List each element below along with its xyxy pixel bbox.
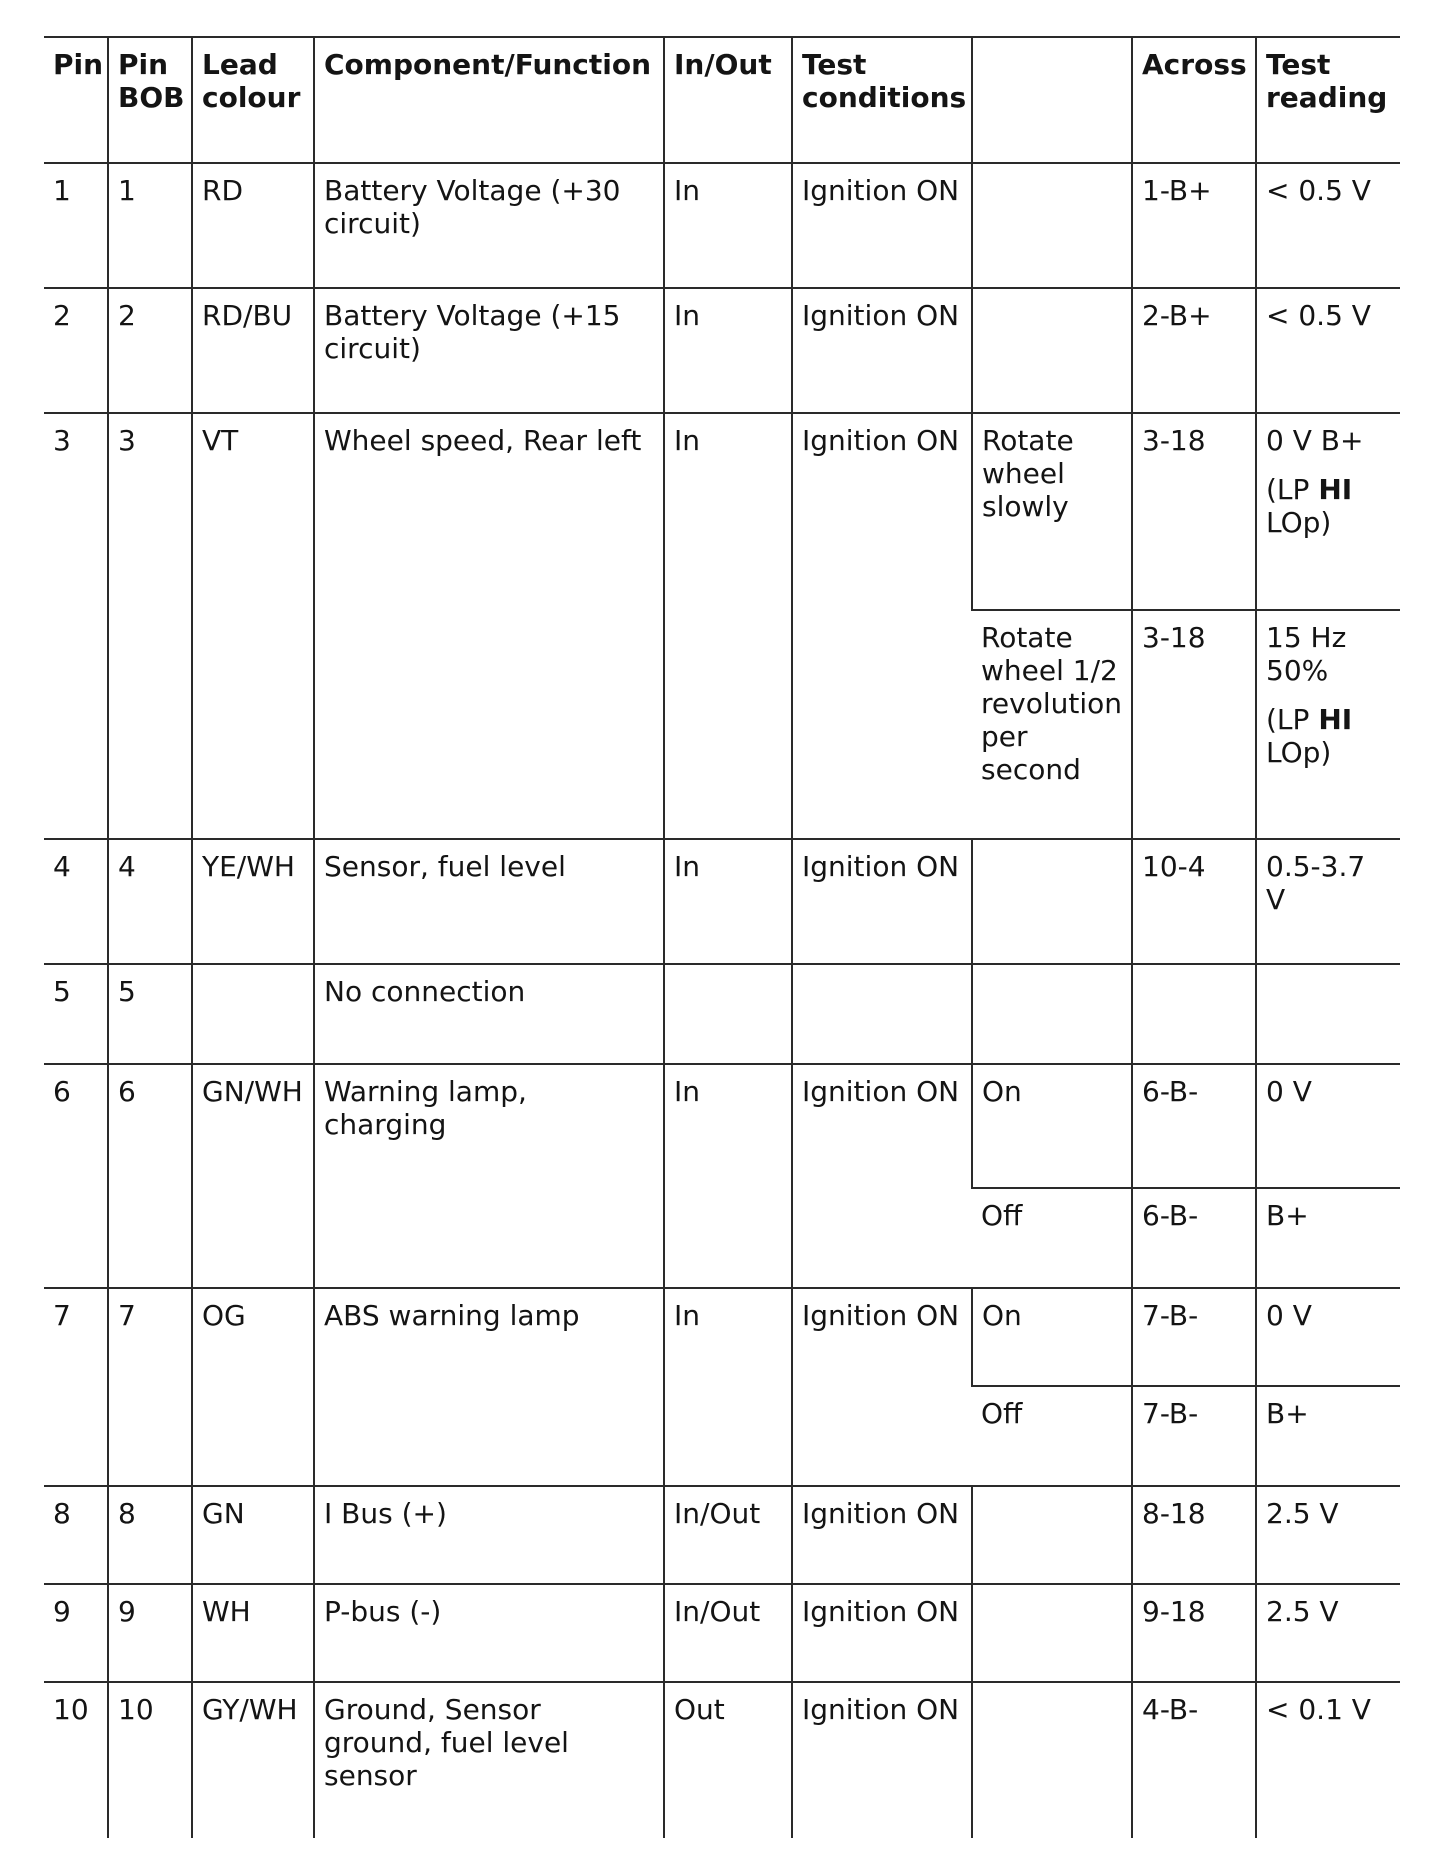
cell-lead-colour: GY/WH	[192, 1682, 314, 1838]
cell-test-reading	[1256, 610, 1400, 839]
cell-component: Sensor, fuel level	[314, 839, 664, 964]
cell-sub-conditions	[972, 1486, 1132, 1584]
cell-pin: 5	[44, 964, 108, 1064]
cell-pin-bob: 6	[108, 1064, 192, 1288]
cell-pin-bob: 2	[108, 288, 192, 413]
cell-across: 4-B-	[1132, 1682, 1256, 1838]
cell-pin: 8	[44, 1486, 108, 1584]
table-row	[44, 1064, 1400, 1188]
cell-sub-conditions: On	[972, 1288, 1132, 1386]
cell-in-out	[664, 964, 792, 1064]
cell-test-reading: 2.5 V	[1256, 1486, 1400, 1584]
table-row	[44, 1682, 1400, 1838]
cell-in-out: In/Out	[664, 1584, 792, 1682]
cell-pin-bob: 5	[108, 964, 192, 1064]
cell-lead-colour: GN	[192, 1486, 314, 1584]
header-lead-colour: Lead colour	[192, 37, 314, 163]
cell-test-reading: B+	[1256, 1386, 1400, 1486]
cell-pin: 6	[44, 1064, 108, 1288]
cell-across: 2-B+	[1132, 288, 1256, 413]
cell-in-out: In	[664, 1288, 792, 1486]
header-pin: Pin	[44, 37, 108, 163]
cell-test-reading: 0.5-3.7 V	[1256, 839, 1400, 964]
cell-lead-colour: RD/BU	[192, 288, 314, 413]
cell-component: I Bus (+)	[314, 1486, 664, 1584]
cell-across: 7-B-	[1132, 1386, 1256, 1486]
cell-in-out: In	[664, 413, 792, 839]
cell-lead-colour: VT	[192, 413, 314, 839]
cell-in-out: In/Out	[664, 1486, 792, 1584]
cell-sub-conditions	[972, 288, 1132, 413]
reading-lp: (LP	[1266, 703, 1310, 736]
cell-component: Battery Voltage (+30 circuit)	[314, 163, 664, 288]
cell-pin-bob: 9	[108, 1584, 192, 1682]
cell-test-reading: < 0.5 V	[1256, 288, 1400, 413]
table-row	[44, 964, 1400, 1064]
cell-in-out: In	[664, 839, 792, 964]
cell-sub-conditions: Off	[972, 1386, 1132, 1486]
cell-pin-bob: 10	[108, 1682, 192, 1838]
cell-sub-conditions: On	[972, 1064, 1132, 1188]
header-across: Across	[1132, 37, 1256, 163]
cell-lead-colour: YE/WH	[192, 839, 314, 964]
cell-test-conditions: Ignition ON	[792, 1288, 972, 1486]
cell-test-conditions: Ignition ON	[792, 163, 972, 288]
cell-sub-conditions: Rotate wheel slowly	[972, 413, 1132, 610]
reading-lop: LOp)	[1266, 506, 1332, 539]
cell-test-conditions: Ignition ON	[792, 839, 972, 964]
reading-lop: LOp)	[1266, 736, 1332, 769]
table-row	[44, 1486, 1400, 1584]
cell-lead-colour	[192, 964, 314, 1064]
cell-test-reading: 0 V	[1256, 1288, 1400, 1386]
table-row	[44, 288, 1400, 413]
cell-sub-conditions	[972, 163, 1132, 288]
cell-pin-bob: 4	[108, 839, 192, 964]
cell-lead-colour: RD	[192, 163, 314, 288]
header-sub-conditions	[972, 37, 1132, 163]
cell-component: ABS warning lamp	[314, 1288, 664, 1486]
cell-component: Ground, Sensor ground, fuel level sensor	[314, 1682, 664, 1838]
cell-across: 7-B-	[1132, 1288, 1256, 1386]
cell-test-reading: 2.5 V	[1256, 1584, 1400, 1682]
cell-across: 1-B+	[1132, 163, 1256, 288]
cell-across: 3-18	[1132, 610, 1256, 839]
table-row	[44, 1584, 1400, 1682]
header-component: Component/Function	[314, 37, 664, 163]
cell-across: 8-18	[1132, 1486, 1256, 1584]
cell-across: 9-18	[1132, 1584, 1256, 1682]
header-in-out: In/Out	[664, 37, 792, 163]
cell-across: 6-B-	[1132, 1188, 1256, 1288]
cell-test-conditions: Ignition ON	[792, 288, 972, 413]
cell-test-conditions: Ignition ON	[792, 1064, 972, 1288]
cell-across: 10-4	[1132, 839, 1256, 964]
cell-component: Warning lamp, charging	[314, 1064, 664, 1288]
cell-test-conditions: Ignition ON	[792, 413, 972, 839]
cell-pin: 2	[44, 288, 108, 413]
header-pin-bob: Pin BOB	[108, 37, 192, 163]
cell-test-conditions: Ignition ON	[792, 1486, 972, 1584]
cell-across: 3-18	[1132, 413, 1256, 610]
table-row	[44, 839, 1400, 964]
header-row	[44, 37, 1400, 163]
cell-in-out: Out	[664, 1682, 792, 1838]
cell-pin: 3	[44, 413, 108, 839]
header-test-conditions: Test conditions	[792, 37, 972, 163]
reading-value: 0 V B+	[1266, 424, 1364, 457]
cell-component: P-bus (-)	[314, 1584, 664, 1682]
cell-test-reading: B+	[1256, 1188, 1400, 1288]
cell-pin-bob: 1	[108, 163, 192, 288]
cell-test-conditions: Ignition ON	[792, 1584, 972, 1682]
cell-lead-colour: GN/WH	[192, 1064, 314, 1288]
cell-lead-colour: OG	[192, 1288, 314, 1486]
cell-sub-conditions	[972, 1682, 1132, 1838]
header-test-reading: Test reading	[1256, 37, 1400, 163]
cell-across: 6-B-	[1132, 1064, 1256, 1188]
table-row	[44, 1288, 1400, 1386]
cell-test-reading	[1256, 964, 1400, 1064]
cell-component: Battery Voltage (+15 circuit)	[314, 288, 664, 413]
cell-sub-conditions: Off	[972, 1188, 1132, 1288]
cell-pin: 10	[53, 1693, 89, 1726]
cell-lead-colour: WH	[192, 1584, 314, 1682]
table-row	[44, 163, 1400, 288]
cell-sub-conditions	[972, 1584, 1132, 1682]
cell-pin: 1	[44, 163, 108, 288]
cell-sub-conditions	[972, 964, 1132, 1064]
cell-test-conditions: Ignition ON	[792, 1682, 972, 1838]
cell-test-reading: < 0.5 V	[1256, 163, 1400, 288]
cell-pin-bob: 7	[108, 1288, 192, 1486]
cell-sub-conditions: Rotate wheel 1/2 revolution per second	[972, 610, 1132, 839]
cell-test-reading: 0 V	[1256, 1064, 1400, 1188]
table-row	[44, 413, 1400, 610]
cell-pin: 4	[44, 839, 108, 964]
pin-test-table	[44, 36, 1400, 1838]
reading-hi: HI	[1318, 473, 1353, 506]
cell-across	[1132, 964, 1256, 1064]
cell-in-out: In	[664, 1064, 792, 1288]
cell-in-out: In	[664, 163, 792, 288]
cell-component: Wheel speed, Rear left	[314, 413, 664, 839]
cell-test-reading: < 0.1 V	[1256, 1682, 1400, 1838]
cell-pin-bob: 8	[108, 1486, 192, 1584]
cell-pin: 9	[44, 1584, 108, 1682]
cell-test-reading	[1256, 413, 1400, 610]
reading-hi: HI	[1318, 703, 1353, 736]
cell-sub-conditions	[972, 839, 1132, 964]
cell-in-out: In	[664, 288, 792, 413]
cell-pin: 7	[44, 1288, 108, 1486]
reading-value: 15 Hz 50%	[1266, 621, 1347, 687]
reading-lp: (LP	[1266, 473, 1310, 506]
cell-test-conditions	[792, 964, 972, 1064]
cell-component: No connection	[314, 964, 664, 1064]
cell-pin-bob: 3	[108, 413, 192, 839]
